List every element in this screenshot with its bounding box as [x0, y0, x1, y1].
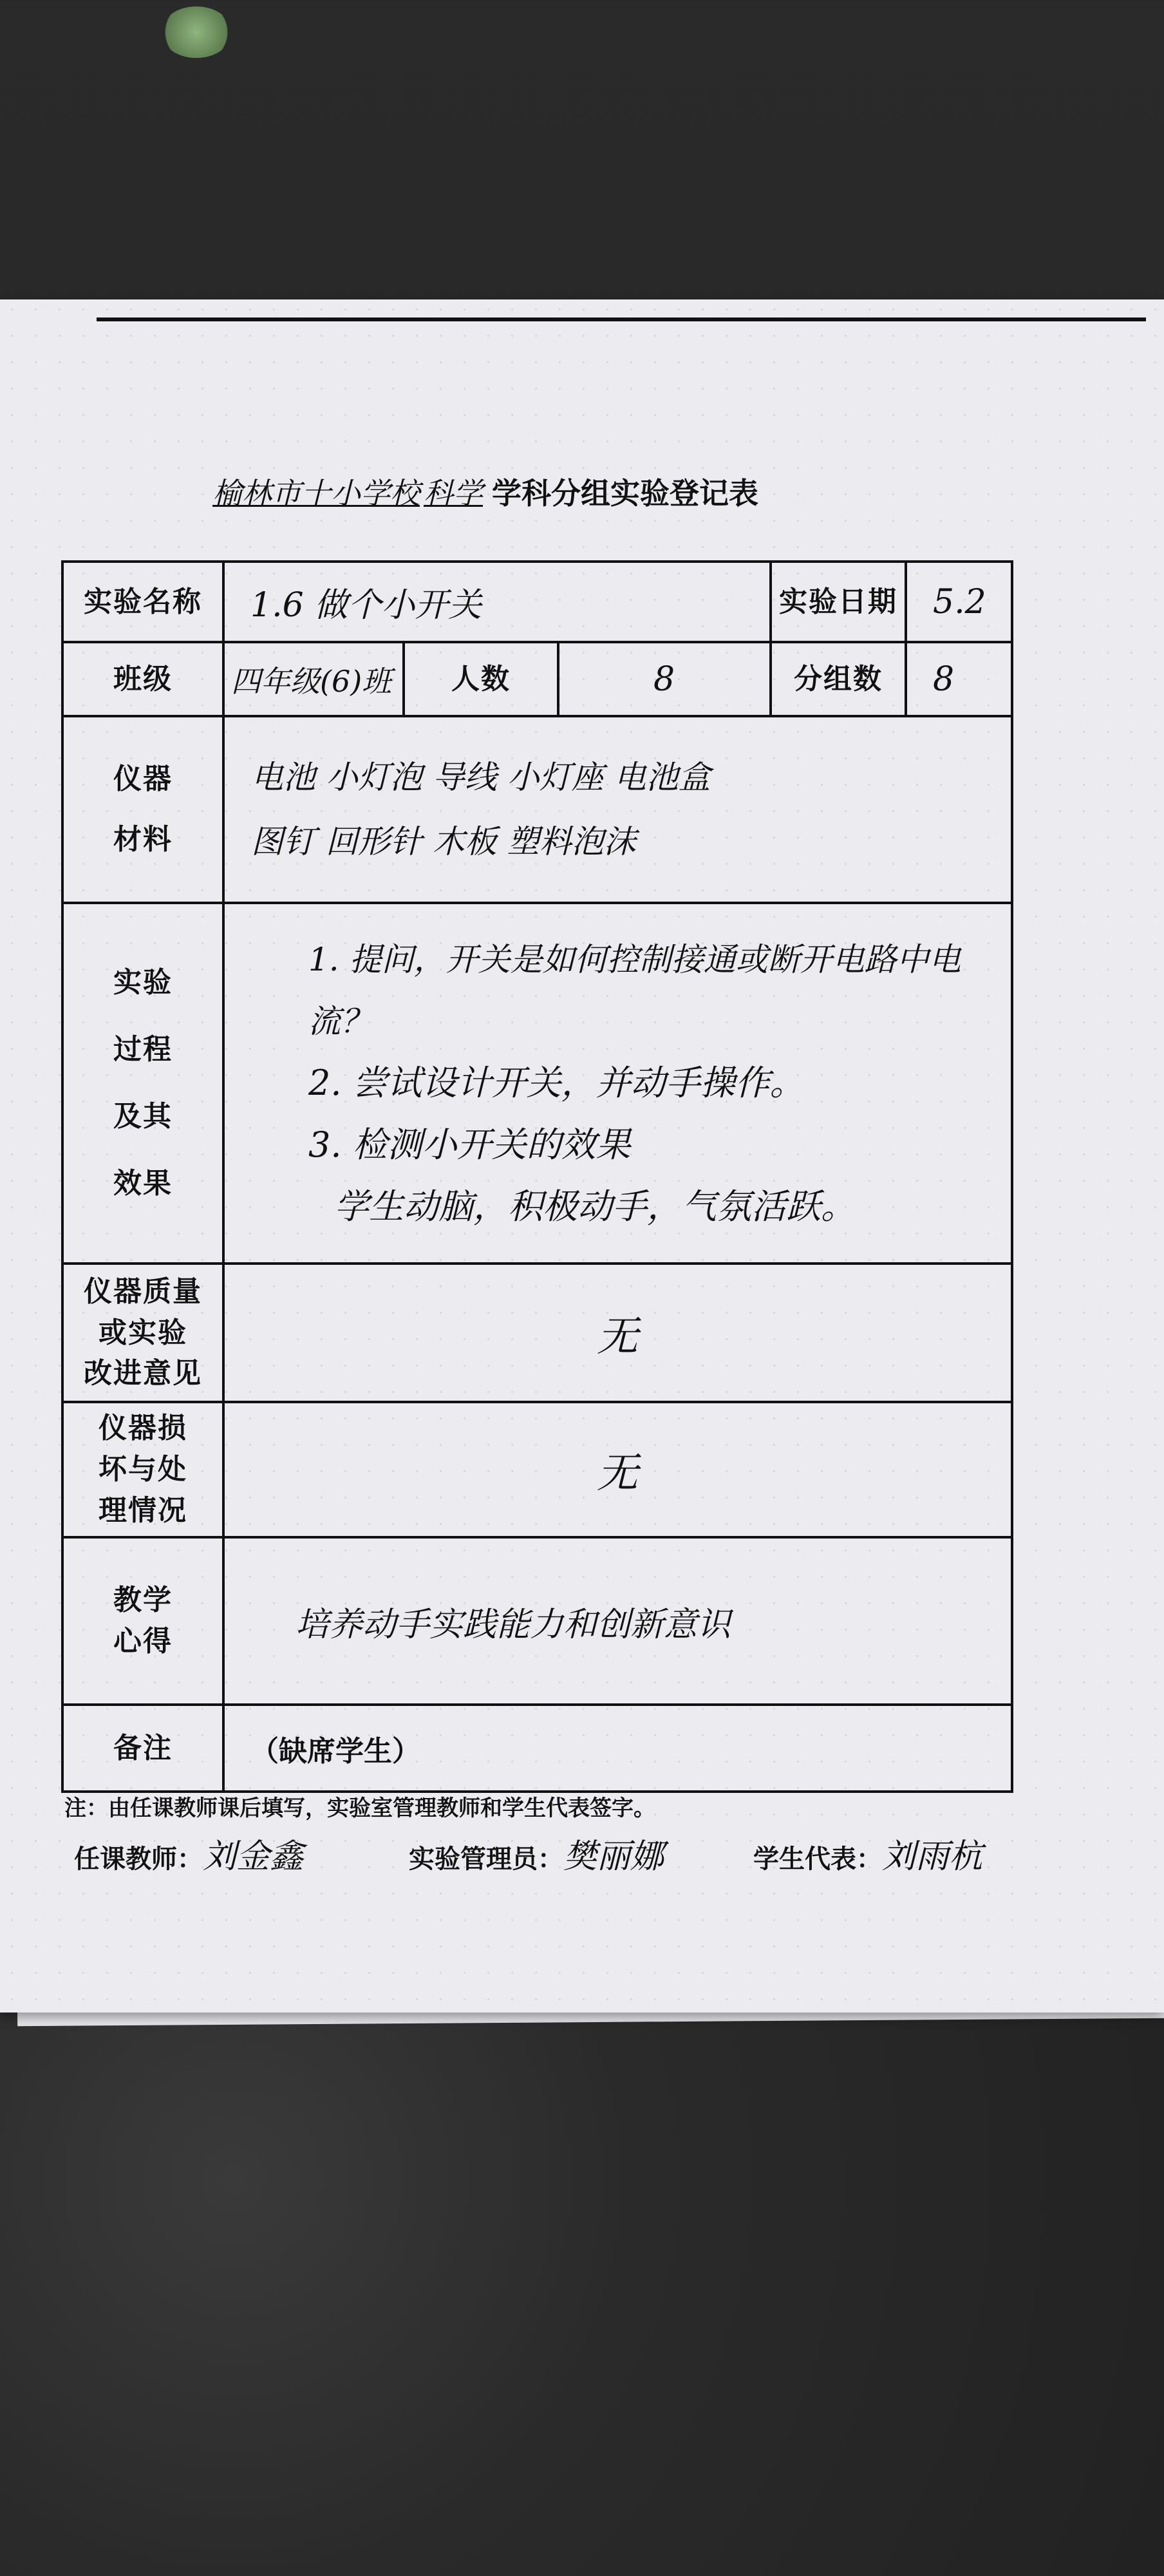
- row-class: [62, 642, 1012, 716]
- equipment-line-1: 电池 小灯泡 导线 小灯座 电池盒: [251, 759, 711, 796]
- label-process: [62, 903, 223, 1264]
- value-remarks: （缺席学生）: [223, 1705, 1012, 1792]
- row-reflection: [62, 1537, 1012, 1705]
- label-reflection-2: 心得: [113, 1625, 173, 1658]
- form-title: [212, 470, 921, 528]
- label-reflection-1: 教学: [113, 1584, 173, 1617]
- label-quality: [62, 1264, 223, 1402]
- label-process-4: 效果: [113, 1166, 173, 1200]
- leather-surface: [0, 2009, 1164, 2576]
- label-experiment-name: 实验名称: [62, 562, 223, 642]
- equipment-line-2: 图钉 回形针 木板 塑料泡沫: [251, 823, 636, 860]
- top-rule: [97, 317, 1146, 321]
- label-process-1: 实验: [113, 966, 173, 999]
- row-remarks: [62, 1705, 1012, 1792]
- row-process: [62, 903, 1012, 1264]
- title-rest: 学科分组实验登记表: [492, 476, 758, 511]
- label-remarks: 备注: [62, 1705, 223, 1792]
- value-class: 四年级(6)班: [223, 642, 404, 716]
- process-effect: 学生动脑，积极动手，气氛活跃。: [334, 1186, 856, 1227]
- label-experiment-date: 实验日期: [771, 562, 906, 642]
- teacher-signature: [74, 1829, 303, 1877]
- label-equipment-2: 材料: [113, 823, 173, 856]
- registration-table: [61, 560, 1013, 1793]
- student-signature: [753, 1829, 982, 1877]
- lab-admin-signature: [409, 1829, 664, 1877]
- teacher-label: 任课教师：: [74, 1844, 203, 1874]
- value-damage: 无: [223, 1402, 1012, 1537]
- process-step-2: 2. 尝试设计开关，并动手操作。: [308, 1063, 805, 1103]
- label-damage-1: 仪器损: [99, 1412, 187, 1445]
- title-subject: 科学: [424, 476, 483, 511]
- label-class: 班级: [62, 642, 223, 716]
- label-reflection: [62, 1537, 223, 1705]
- label-quality-3: 改进意见: [84, 1357, 202, 1390]
- label-people: 人数: [404, 642, 558, 716]
- label-equipment-1: 仪器: [113, 762, 173, 796]
- value-experiment-name: 1.6 做个小开关: [223, 562, 771, 642]
- label-equipment: [62, 716, 223, 903]
- value-experiment-date: 5.2: [906, 562, 1012, 642]
- label-damage-2: 坏与处: [99, 1453, 187, 1486]
- lab-admin-name: 樊丽娜: [563, 1837, 664, 1876]
- label-process-2: 过程: [113, 1033, 173, 1066]
- student-name: 刘雨杭: [882, 1837, 983, 1876]
- form-note: 注：由任课教师课后填写，实验室管理教师和学生代表签字。: [64, 1795, 655, 1821]
- row-equipment: [62, 716, 1012, 903]
- value-reflection: 培养动手实践能力和创新意识: [223, 1537, 1012, 1705]
- process-step-3: 3. 检测小开关的效果: [308, 1124, 631, 1165]
- row-quality: [62, 1264, 1012, 1402]
- value-people: 8: [558, 642, 771, 716]
- process-step-1: 1. 提问，开关是如何控制接通或断开电路中电流？: [308, 941, 961, 1040]
- label-process-3: 及其: [113, 1100, 173, 1133]
- value-equipment: [223, 716, 1012, 903]
- label-damage: [62, 1402, 223, 1537]
- value-process: [223, 903, 1012, 1264]
- label-quality-2: 或实验: [99, 1316, 187, 1349]
- green-stain: [161, 6, 232, 58]
- signature-row: [74, 1829, 1008, 1887]
- row-damage: [62, 1402, 1012, 1537]
- label-damage-3: 理情况: [99, 1493, 187, 1527]
- label-groups: 分组数: [771, 642, 906, 716]
- row-name-date: [62, 562, 1012, 642]
- lab-admin-label: 实验管理员：: [409, 1844, 563, 1874]
- value-quality: 无: [223, 1264, 1012, 1402]
- student-label: 学生代表：: [753, 1844, 882, 1874]
- label-quality-1: 仪器质量: [84, 1274, 202, 1308]
- value-groups: 8: [906, 642, 1012, 716]
- title-school: 榆林市十小学校: [212, 476, 420, 511]
- teacher-name: 刘金鑫: [203, 1837, 304, 1876]
